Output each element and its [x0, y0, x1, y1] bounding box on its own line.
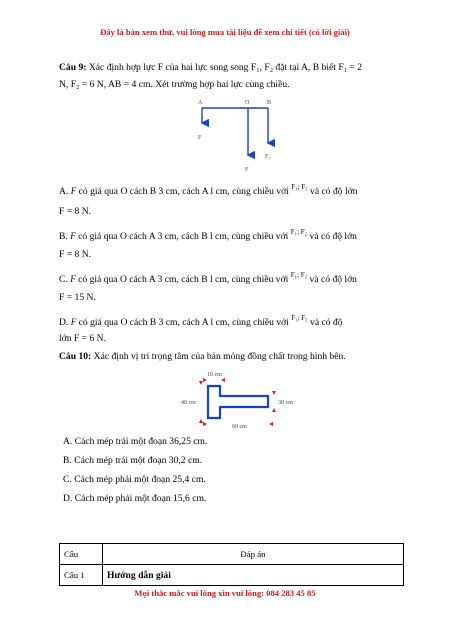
dim-marker: [199, 381, 203, 385]
vector-pair: F₁; F₂: [290, 228, 308, 236]
q9-line1: [59, 62, 362, 74]
table-cell-huong-dan: Hướng dẫn giải: [103, 565, 404, 586]
option-tail: và có độ lớn: [309, 274, 357, 285]
vector-pair: F₁; F₂: [291, 183, 308, 191]
dim-marker: [272, 408, 276, 412]
q9-text-line2: N, F₂ = 6 N, AB = 4 cm. Xét trường hợp hai lực cùng chiều.: [59, 79, 290, 90]
point-b-label: B: [267, 100, 272, 106]
q9-text-line1: Xác định hợp lực F của hai lực song song F₁, F₂ đặt tại A, B biết F₁ = 2: [88, 62, 362, 73]
dim-left-label: 40 cm: [181, 400, 196, 406]
table-header-row: [60, 544, 404, 565]
dim-right-label: 30 cm: [278, 400, 293, 406]
dim-marker: [203, 422, 207, 426]
table-header-dap-an: Đáp án: [103, 544, 404, 565]
option-letter: A.: [59, 186, 69, 197]
q10-option-a: A. Cách mép trái một đoạn 36,25 cm.: [63, 436, 208, 447]
q9-option-d-line2: lớn F = 6 N.: [59, 333, 106, 344]
option-text: có giá qua O cách B 3 cm, cách A l cm, cùng chiều với: [78, 186, 289, 197]
vector-pair: F₁; F₂: [291, 314, 308, 322]
q10-option-c: C. Cách mép phải một đoạn 25,4 cm.: [63, 474, 206, 485]
option-letter: C.: [59, 274, 68, 285]
q10-line: [59, 351, 346, 363]
force-f1-label: F: [198, 135, 202, 141]
q9-label: Câu 9:: [59, 62, 87, 73]
option-text: có giá qua O cách B 3 cm, cách A l cm, cùng chiều với: [78, 317, 289, 328]
q9-option-c: [59, 273, 357, 286]
option-letter: B.: [59, 231, 68, 242]
q10-option-b: B. Cách mép trái một đoạn 30,2 cm.: [63, 455, 203, 466]
dim-marker: [221, 378, 225, 382]
dim-marker: [203, 378, 207, 382]
option-text: có giá qua O cách A 3 cm, cách B l cm, cùng chiều với: [78, 231, 289, 242]
vector-f: F: [70, 274, 76, 284]
q10-option-d: D. Cách mép phải một đoạn 15,6 cm.: [63, 493, 207, 504]
q9-option-b: [59, 230, 357, 243]
dim-marker: [269, 422, 273, 426]
q9-option-d: [59, 316, 343, 329]
dim-bottom-label: 60 cm: [232, 424, 247, 430]
q10-label: Câu 10:: [59, 351, 92, 362]
q9-option-a-line2: F = 8 N.: [59, 206, 92, 217]
vector-f: F: [70, 317, 77, 327]
q9-option-a: [59, 185, 357, 198]
force-f-label: F: [245, 167, 249, 173]
q10-text: Xác định vị trí trọng tâm của bản mỏng đồng chất trong hình bên.: [93, 351, 346, 362]
q9-option-c-line2: F = 15 N.: [59, 292, 96, 303]
vector-f: F: [70, 231, 76, 241]
table-row: [60, 565, 404, 586]
t-shaped-plate: [208, 386, 268, 418]
dim-marker: [272, 391, 276, 395]
force-f2-label: F₂: [265, 154, 271, 160]
q10-plate-diagram: [180, 368, 295, 430]
option-tail: và có độ: [310, 317, 343, 328]
q9-option-b-line2: F = 8 N.: [59, 249, 92, 260]
point-o-label: O: [245, 100, 250, 106]
point-a-label: A: [198, 100, 203, 106]
vector-f: F: [70, 186, 77, 196]
dim-top-label: 10 cm: [207, 372, 222, 378]
dim-marker: [199, 419, 203, 423]
footer-notice: Mọi thắc mắc vui lòng xin vui lòng: 084 283 45 85: [134, 588, 316, 598]
option-tail: và có độ lớn: [310, 186, 358, 197]
table-cell-cau1: Câu 1: [60, 565, 103, 586]
table-header-cau: Câu: [60, 544, 103, 565]
header-notice: Đây là bản xem thử, vui lòng mua tài liệu để xem chi tiết (có lời giải): [100, 27, 350, 37]
vector-pair: F₁; F₂: [290, 271, 308, 279]
q9-force-diagram: [185, 96, 285, 174]
option-text: có giá qua O cách A 3 cm, cách B l cm, cùng chiều với: [78, 274, 289, 285]
option-tail: và có độ lớn: [309, 231, 357, 242]
option-letter: D.: [59, 317, 69, 328]
answer-table: [59, 543, 404, 586]
